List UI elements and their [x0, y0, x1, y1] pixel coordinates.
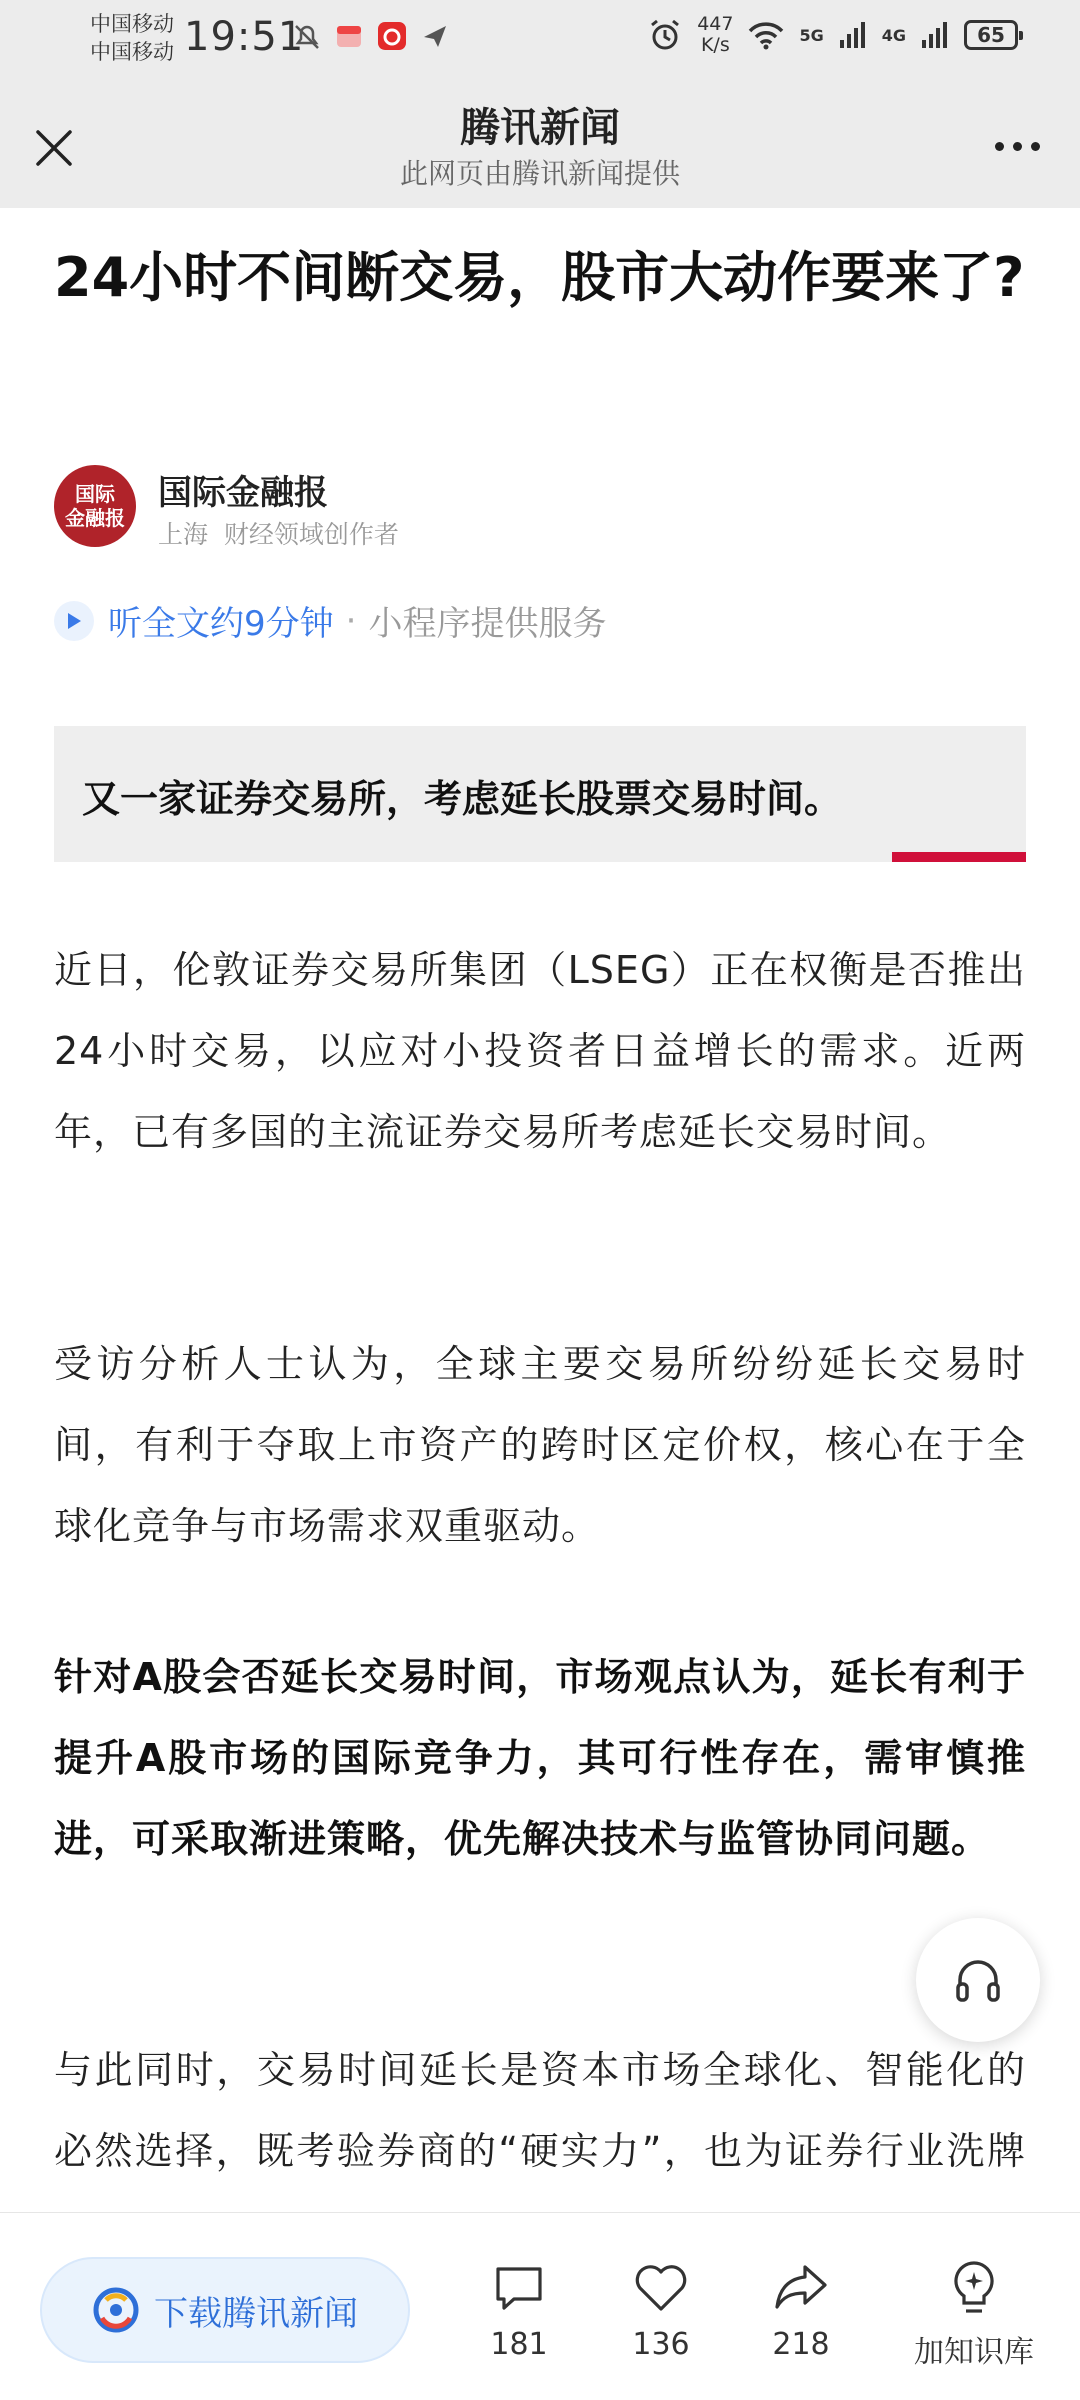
- more-icon: [995, 142, 1004, 151]
- wifi-icon: [747, 19, 785, 51]
- like-count: 136: [632, 2327, 690, 2362]
- carrier-2: 中国移动: [90, 40, 174, 64]
- net-speed: [697, 14, 733, 56]
- article-paragraph: 与此同时，交易时间延长是资本市场全球化、智能化的必然选择，既考验券商的“硬实力”，也为证券行业洗牌: [54, 2048, 1026, 2173]
- signal-bars-icon-1: [838, 20, 868, 50]
- battery-indicator: 65: [964, 20, 1018, 50]
- quote-accent-bar: [892, 852, 1026, 862]
- netease-music-icon: [376, 20, 408, 52]
- article-paragraph: 近日，伦敦证券交易所集团（LSEG）正在权衡是否推出24小时交易，以应对小投资者日益增长的需求。近两年，已有多国的主流证券交易所考虑延长交易时间。: [54, 948, 1026, 1154]
- share-button[interactable]: [736, 2257, 866, 2362]
- audio-player-button[interactable]: [916, 1918, 1040, 2042]
- carrier-1: 中国移动: [90, 12, 174, 36]
- author-block[interactable]: [54, 465, 754, 547]
- comment-button[interactable]: [454, 2257, 584, 2362]
- article-lead-quote: [54, 726, 1026, 862]
- download-label[interactable]: 下载腾讯新闻: [154, 2293, 358, 2334]
- avatar-text-2: 金融报: [65, 506, 125, 530]
- listen-separator: ·: [345, 600, 357, 641]
- net-speed-unit: K/s: [700, 34, 730, 56]
- more-icon-dot: [1013, 142, 1022, 151]
- signal-bars-icon-2: [920, 20, 950, 50]
- more-icon-dot: [1031, 142, 1040, 151]
- signal-type-4g: 4G: [881, 25, 906, 45]
- status-bar: [0, 0, 1080, 76]
- listen-service-note: 小程序提供服务: [368, 604, 607, 644]
- author-avatar[interactable]: [54, 465, 136, 547]
- page-title: 腾讯新闻: [460, 105, 620, 151]
- play-icon[interactable]: [54, 601, 94, 641]
- status-time: 19:51: [184, 14, 305, 60]
- comment-count: 181: [490, 2327, 548, 2362]
- article-paragraph: 受访分析人士认为，全球主要交易所纷纷延长交易时间，有利于夺取上市资产的跨时区定价权，核心在于全球化竞争与市场需求双重驱动。: [54, 1342, 1026, 1548]
- share-count: 218: [772, 2327, 830, 2362]
- avatar-text-1: 国际: [75, 482, 115, 506]
- carrier-labels: [90, 10, 174, 66]
- author-location: 上海: [158, 520, 209, 549]
- alarm-icon: [647, 17, 683, 53]
- comment-icon: [492, 2261, 546, 2315]
- article-paragraph-bold: 针对A股会否延长交易时间，市场观点认为，延长有利于提升A股市场的国际竞争力，其可行性存在，需审慎推进，可采取渐进策略，优先解决技术与监管协同问题。: [54, 1655, 1026, 1861]
- article-headline: 24小时不间断交易，股市大动作要来了?: [54, 246, 1025, 309]
- more-options-button[interactable]: [980, 126, 1054, 166]
- listen-label[interactable]: 听全文约9分钟: [108, 604, 334, 644]
- like-button[interactable]: [596, 2257, 726, 2362]
- download-app-button[interactable]: [40, 2257, 410, 2363]
- webview-title-bar: [0, 76, 1080, 208]
- share-icon: [771, 2261, 831, 2315]
- page-subtitle: 此网页由腾讯新闻提供: [399, 157, 680, 190]
- app-notification-icon: [334, 21, 364, 51]
- system-status-icons: [647, 14, 1018, 56]
- lead-quote-text: 又一家证券交易所，考虑延长股票交易时间。: [82, 777, 843, 821]
- knowledge-bulb-icon: [947, 2259, 1001, 2317]
- knowledge-label: 加知识库: [914, 2335, 1034, 2370]
- paper-plane-icon: [420, 21, 450, 51]
- headphones-icon: [950, 1952, 1006, 2008]
- notification-icons: [292, 20, 450, 52]
- listen-to-article[interactable]: [54, 596, 606, 645]
- heart-icon: [632, 2261, 690, 2315]
- author-role: 财经领域创作者: [223, 520, 399, 549]
- author-meta: [158, 515, 399, 551]
- signal-type-5g: 5G: [799, 25, 824, 45]
- tencent-news-logo-icon: [92, 2286, 140, 2334]
- author-name[interactable]: 国际金融报: [158, 473, 328, 513]
- bottom-action-bar: [0, 2212, 1080, 2400]
- notification-bell-off-icon: [292, 21, 322, 51]
- add-to-knowledge-base-button[interactable]: [904, 2257, 1044, 2371]
- article-header: [54, 236, 1026, 320]
- net-speed-value: 447: [697, 13, 734, 35]
